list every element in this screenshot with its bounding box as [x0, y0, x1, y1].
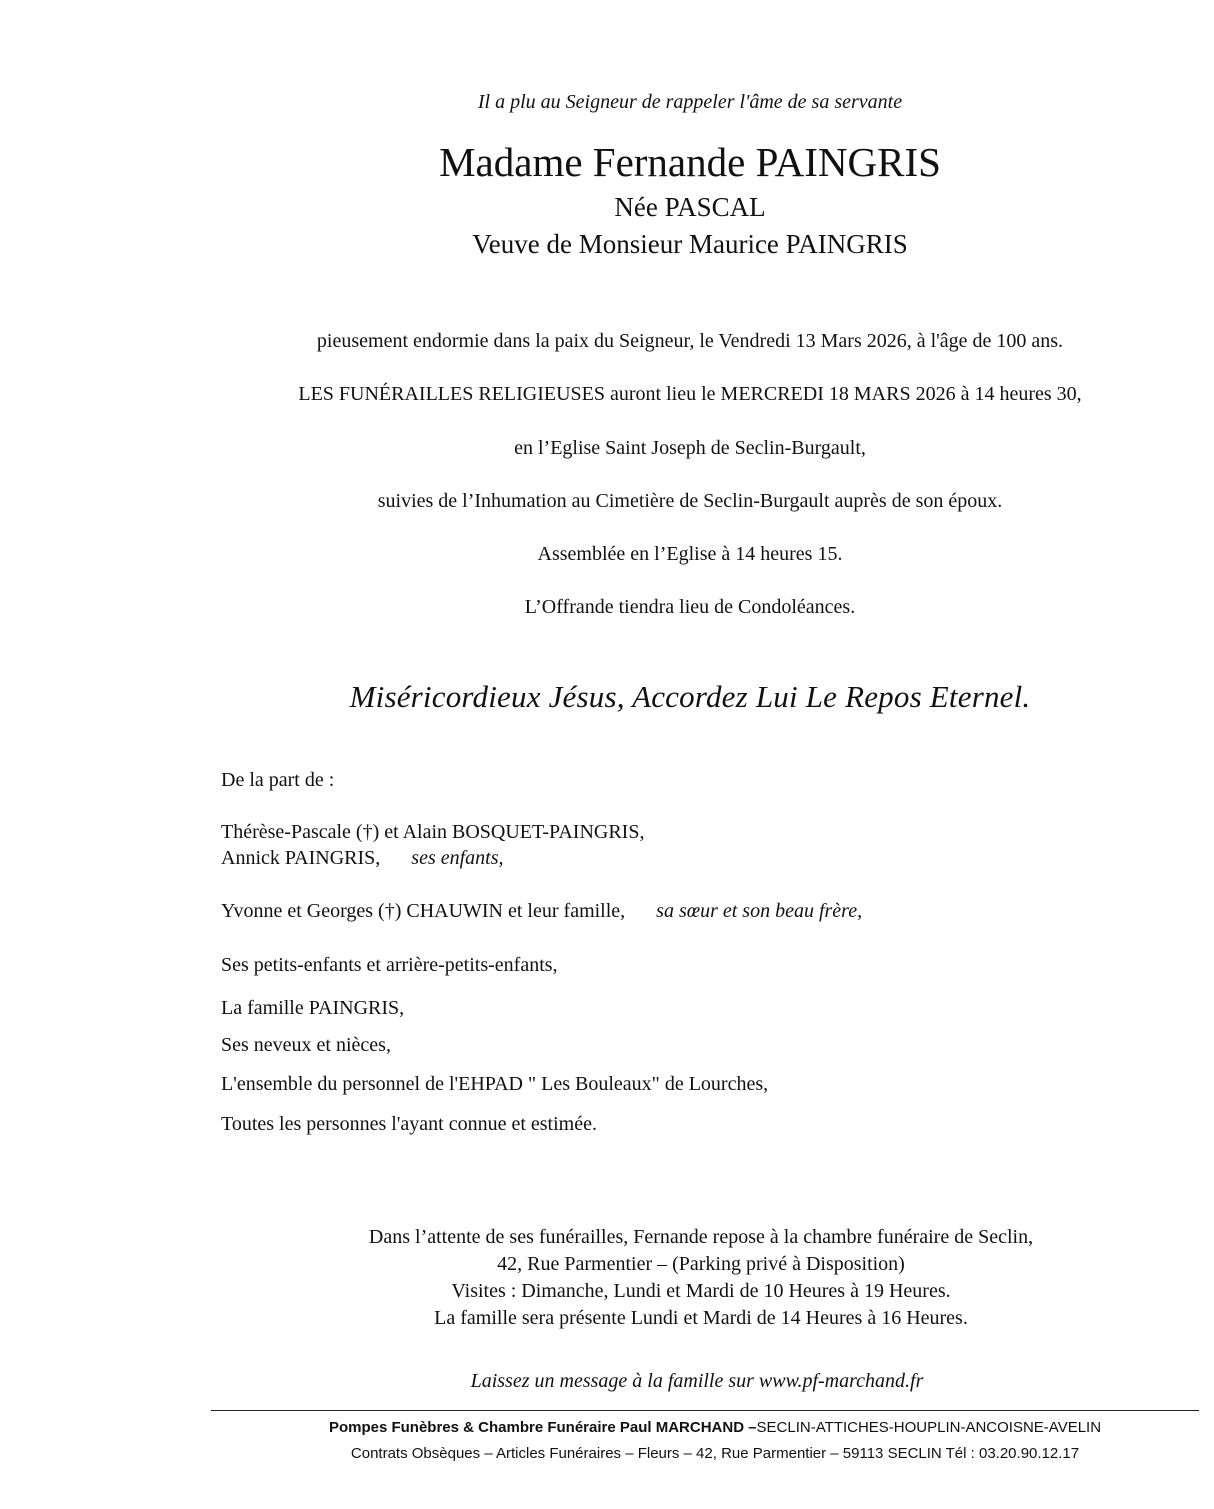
- sibling-relation: sa sœur et son beau frère,: [656, 900, 863, 922]
- company-towns: SECLIN-ATTICHES-HOUPLIN-ANCOISNE-AVELIN: [756, 1419, 1102, 1436]
- family-line: Ses neveux et nièces,: [221, 1034, 391, 1056]
- family-children-line: [221, 846, 504, 870]
- announcement-line: pieusement endormie dans la paix du Seigneur, le Vendredi 13 Mars 2026, à l'âge de 100 ans.: [316, 330, 1064, 352]
- visitation-line: Visites : Dimanche, Lundi et Mardi de 10 Heures à 19 Heures.: [451, 1280, 951, 1302]
- family-line: Toutes les personnes l'ayant connue et estimée.: [221, 1113, 597, 1135]
- intro-line: Il a plu au Seigneur de rappeler l'âme de sa servante: [477, 91, 903, 113]
- children-relation: ses enfants,: [411, 847, 504, 869]
- family-sibling-line: [221, 899, 862, 923]
- announcement-line: L’Offrande tiendra lieu de Condoléances.: [524, 596, 856, 618]
- footer-divider: [211, 1410, 1199, 1411]
- family-children-line: Thérèse-Pascale (†) et Alain BOSQUET-PAINGRIS,: [221, 821, 645, 843]
- announcement-line: en l’Eglise Saint Joseph de Seclin-Burgault,: [514, 437, 866, 459]
- from-label: De la part de :: [221, 769, 335, 791]
- sibling-name: Yvonne et Georges (†) CHAUWIN et leur famille,: [221, 900, 626, 922]
- children-name: Annick PAINGRIS,: [221, 847, 381, 869]
- prayer: Miséricordieux Jésus, Accordez Lui Le Repos Eternel.: [349, 679, 1031, 714]
- message-link[interactable]: Laissez un message à la famille sur www.pf-marchand.fr: [470, 1370, 924, 1392]
- maiden-name: Née PASCAL: [614, 192, 766, 222]
- footer-company: [215, 1418, 1214, 1438]
- family-line: Ses petits-enfants et arrière-petits-enfants,: [221, 954, 558, 976]
- visitation-line: La famille sera présente Lundi et Mardi de 14 Heures à 16 Heures.: [434, 1307, 968, 1329]
- company-name: Pompes Funèbres & Chambre Funéraire Paul MARCHAND –: [328, 1419, 757, 1436]
- deceased-name: Madame Fernande PAINGRIS: [439, 139, 941, 185]
- family-line: L'ensemble du personnel de l'EHPAD " Les Bouleaux" de Lourches,: [221, 1073, 769, 1095]
- announcement-line: Assemblée en l’Eglise à 14 heures 15.: [537, 543, 843, 565]
- announcement-line: suivies de l’Inhumation au Cimetière de Seclin-Burgault auprès de son époux.: [377, 490, 1003, 512]
- widow-of: Veuve de Monsieur Maurice PAINGRIS: [472, 229, 908, 259]
- family-line: La famille PAINGRIS,: [221, 997, 405, 1019]
- footer-services: Contrats Obsèques – Articles Funéraires – Fleurs – 42, Rue Parmentier – 59113 SECLIN Tél : 03.20.90.12.17: [350, 1445, 1080, 1462]
- visitation-line: Dans l’attente de ses funérailles, Fernande repose à la chambre funéraire de Seclin,: [368, 1226, 1034, 1248]
- visitation-line: 42, Rue Parmentier – (Parking privé à Disposition): [497, 1253, 905, 1275]
- announcement-line: LES FUNÉRAILLES RELIGIEUSES auront lieu le MERCREDI 18 MARS 2026 à 14 heures 30,: [298, 383, 1082, 405]
